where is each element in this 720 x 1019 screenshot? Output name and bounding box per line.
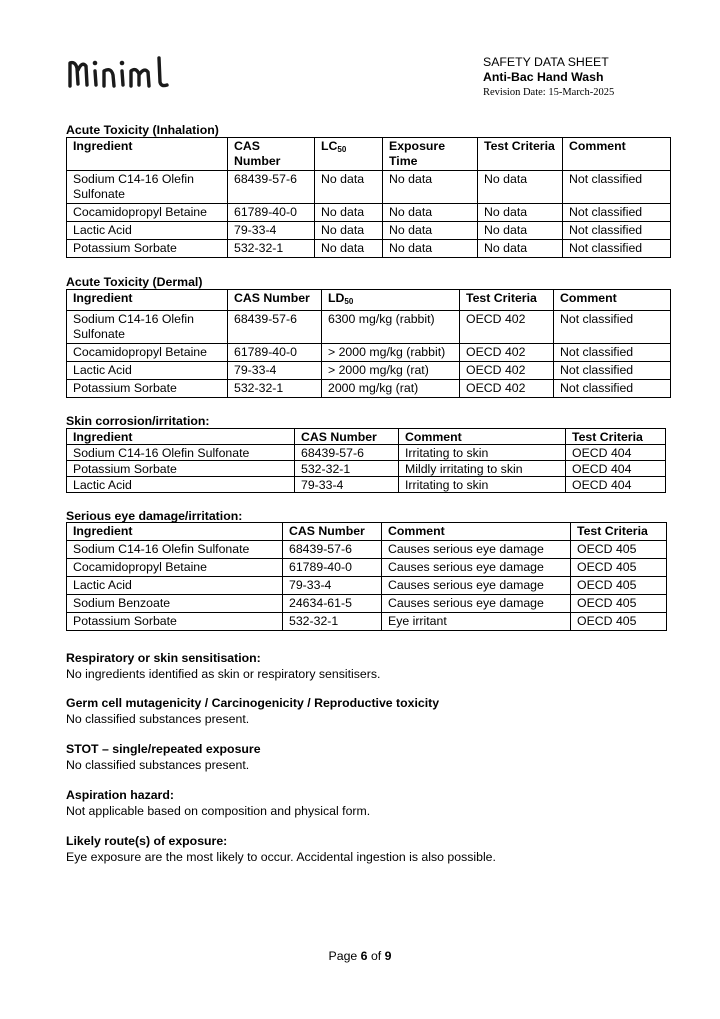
section-text: Not applicable based on composition and physical form. xyxy=(66,804,371,818)
col-header: CAS Number xyxy=(228,138,315,171)
cell: 68439-57-6 xyxy=(295,445,399,461)
inhalation-title: Acute Toxicity (Inhalation) xyxy=(66,123,219,137)
cell: 79-33-4 xyxy=(228,222,315,240)
cell: Not classified xyxy=(563,240,671,258)
table-row xyxy=(67,461,666,477)
section-heading: STOT – single/repeated exposure xyxy=(66,742,261,756)
table-row xyxy=(67,380,671,398)
cell: No data xyxy=(478,240,563,258)
cell: Cocamidopropyl Betaine xyxy=(67,559,283,577)
cell: OECD 405 xyxy=(571,559,667,577)
cell: 61789-40-0 xyxy=(228,344,322,362)
col-header: Ingredient xyxy=(67,523,283,541)
exposure-route-section xyxy=(66,833,666,865)
table-row xyxy=(67,559,667,577)
col-header: $LC_{50}$ xyxy=(315,138,383,171)
table-row xyxy=(67,240,671,258)
cell: Sodium Benzoate xyxy=(67,595,283,613)
cell: Potassium Sorbate xyxy=(67,613,283,631)
stot-section xyxy=(66,741,666,773)
cell: Not classified xyxy=(554,362,671,380)
cell: Sodium C14-16 Olefin Sulfonate xyxy=(67,541,283,559)
col-header: Test Criteria xyxy=(478,138,563,171)
col-header: Test Criteria xyxy=(566,429,666,445)
cell: 6300 mg/kg (rabbit) xyxy=(322,311,460,344)
cell: 68439-57-6 xyxy=(228,171,315,204)
cell: Lactic Acid xyxy=(67,222,228,240)
table-row xyxy=(67,613,667,631)
mutagenicity-section xyxy=(66,695,666,727)
table-row xyxy=(67,344,671,362)
cell: Not classified xyxy=(554,380,671,398)
cell: OECD 405 xyxy=(571,613,667,631)
cell: > 2000 mg/kg (rat) xyxy=(322,362,460,380)
cell: Potassium Sorbate xyxy=(67,461,295,477)
table-row xyxy=(67,311,671,344)
col-header: CAS Number xyxy=(283,523,382,541)
sensitisation-section xyxy=(66,650,666,682)
cell: No data xyxy=(315,240,383,258)
cell: 79-33-4 xyxy=(295,477,399,493)
cell: OECD 404 xyxy=(566,477,666,493)
cell: Potassium Sorbate xyxy=(67,240,228,258)
eye-table xyxy=(66,522,667,631)
aspiration-section xyxy=(66,787,666,819)
col-header: Ingredient xyxy=(67,290,228,311)
cell: Sodium C14-16 Olefin Sulfonate xyxy=(67,171,228,204)
cell: Causes serious eye damage xyxy=(382,559,571,577)
document-header xyxy=(483,55,614,100)
table-row xyxy=(67,445,666,461)
cell: 79-33-4 xyxy=(283,577,382,595)
col-header: CAS Number xyxy=(228,290,322,311)
page-number: Page 6 of 9 xyxy=(328,949,392,963)
section-heading: Respiratory or skin sensitisation: xyxy=(66,651,261,665)
skin-title: Skin corrosion/irritation: xyxy=(66,414,210,428)
cell: No data xyxy=(478,204,563,222)
product-name: Anti-Bac Hand Wash xyxy=(483,70,604,84)
cell: No data xyxy=(478,171,563,204)
cell: Sodium C14-16 Olefin Sulfonate xyxy=(67,311,228,344)
cell: OECD 405 xyxy=(571,577,667,595)
cell: Eye irritant xyxy=(382,613,571,631)
cell: Causes serious eye damage xyxy=(382,577,571,595)
cell: OECD 402 xyxy=(460,344,554,362)
cell: 532-32-1 xyxy=(228,240,315,258)
cell: No data xyxy=(383,222,478,240)
col-header: Exposure Time xyxy=(383,138,478,171)
table-row xyxy=(67,541,667,559)
cell: Irritating to skin xyxy=(399,445,566,461)
dermal-table xyxy=(66,289,671,398)
cell: Irritating to skin xyxy=(399,477,566,493)
cell: OECD 405 xyxy=(571,595,667,613)
cell: Causes serious eye damage xyxy=(382,595,571,613)
cell: 532-32-1 xyxy=(283,613,382,631)
cell: Not classified xyxy=(554,311,671,344)
table-row xyxy=(67,577,667,595)
cell: > 2000 mg/kg (rabbit) xyxy=(322,344,460,362)
section-text: Eye exposure are the most likely to occur. Accidental ingestion is also possible. xyxy=(66,850,496,864)
section-heading: Aspiration hazard: xyxy=(66,788,174,802)
cell: No data xyxy=(383,204,478,222)
cell: 61789-40-0 xyxy=(283,559,382,577)
cell: Causes serious eye damage xyxy=(382,541,571,559)
table-row xyxy=(67,222,671,240)
col-header: Ingredient xyxy=(67,138,228,171)
cell: Sodium C14-16 Olefin Sulfonate xyxy=(67,445,295,461)
dermal-title: Acute Toxicity (Dermal) xyxy=(66,275,203,289)
section-heading: Likely route(s) of exposure: xyxy=(66,834,228,848)
cell: No data xyxy=(478,222,563,240)
cell: OECD 402 xyxy=(460,362,554,380)
miniml-logo xyxy=(66,50,176,94)
table-row xyxy=(67,204,671,222)
inhalation-table xyxy=(66,137,671,258)
section-heading: Germ cell mutagenicity / Carcinogenicity / Reproductive toxicity xyxy=(66,696,440,710)
table-header-row xyxy=(67,290,671,311)
cell: Not classified xyxy=(563,222,671,240)
col-header: Comment xyxy=(563,138,671,171)
cell: 2000 mg/kg (rat) xyxy=(322,380,460,398)
section-text: No classified substances present. xyxy=(66,758,250,772)
cell: No data xyxy=(383,171,478,204)
section-text: No classified substances present. xyxy=(66,712,250,726)
skin-table xyxy=(66,428,666,493)
cell: 68439-57-6 xyxy=(228,311,322,344)
cell: OECD 404 xyxy=(566,445,666,461)
cell: 68439-57-6 xyxy=(283,541,382,559)
revision-date: Revision Date: 15-March-2025 xyxy=(483,87,615,98)
cell: OECD 402 xyxy=(460,380,554,398)
cell: 79-33-4 xyxy=(228,362,322,380)
cell: 532-32-1 xyxy=(228,380,322,398)
col-header: Comment xyxy=(399,429,566,445)
col-header: Ingredient xyxy=(67,429,295,445)
cell: No data xyxy=(315,222,383,240)
cell: 532-32-1 xyxy=(295,461,399,477)
table-row xyxy=(67,477,666,493)
cell: Not classified xyxy=(563,171,671,204)
col-header: Test Criteria xyxy=(571,523,667,541)
table-header-row xyxy=(67,429,666,445)
col-header: CAS Number xyxy=(295,429,399,445)
table-header-row xyxy=(67,523,667,541)
table-header-row xyxy=(67,138,671,171)
cell: Not classified xyxy=(554,344,671,362)
cell: Cocamidopropyl Betaine xyxy=(67,344,228,362)
cell: No data xyxy=(383,240,478,258)
cell: 24634-61-5 xyxy=(283,595,382,613)
cell: Lactic Acid xyxy=(67,577,283,595)
cell: OECD 405 xyxy=(571,541,667,559)
cell: Potassium Sorbate xyxy=(67,380,228,398)
cell: No data xyxy=(315,171,383,204)
doc-type: SAFETY DATA SHEET xyxy=(483,55,609,69)
cell: Lactic Acid xyxy=(67,477,295,493)
cell: Not classified xyxy=(563,204,671,222)
col-header: $LD_{50}$ xyxy=(322,290,460,311)
table-row xyxy=(67,362,671,380)
table-row xyxy=(67,171,671,204)
col-header: Comment xyxy=(554,290,671,311)
cell: 61789-40-0 xyxy=(228,204,315,222)
cell: Mildly irritating to skin xyxy=(399,461,566,477)
cell: Cocamidopropyl Betaine xyxy=(67,204,228,222)
col-header: Comment xyxy=(382,523,571,541)
cell: OECD 402 xyxy=(460,311,554,344)
cell: No data xyxy=(315,204,383,222)
cell: OECD 404 xyxy=(566,461,666,477)
cell: Lactic Acid xyxy=(67,362,228,380)
section-text: No ingredients identified as skin or respiratory sensitisers. xyxy=(66,667,381,681)
table-row xyxy=(67,595,667,613)
eye-title: Serious eye damage/irritation: xyxy=(66,509,243,523)
col-header: Test Criteria xyxy=(460,290,554,311)
